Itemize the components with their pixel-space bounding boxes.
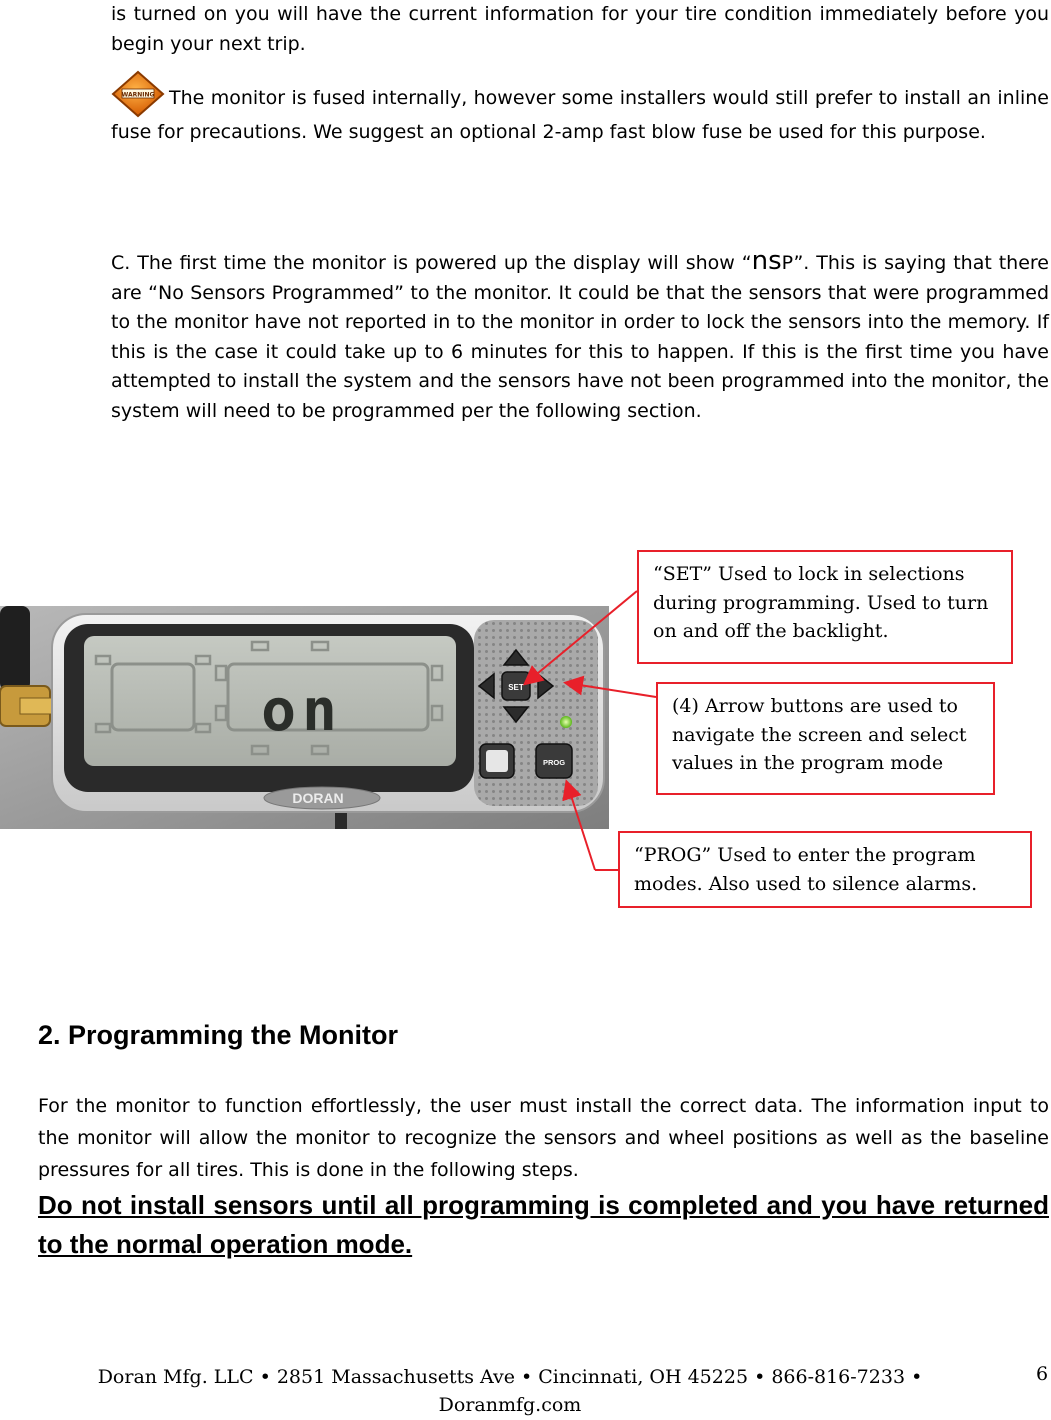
arrows-callout: (4) Arrow buttons are used to navigate the screen and select values in the program mode bbox=[656, 682, 995, 795]
install-warning: Do not install sensors until all programming is completed and you have returned to the normal operation mode. bbox=[38, 1190, 1049, 1259]
paragraph-c-rest: ”. This is saying that there are “No Sensors Programmed” to the monitor. It could be that the sensors that were programmed to the monitor have not reported in to the monitor in order to lock the sensors into the memory. If this is the case it could take up to 6 minutes for this to happen. If this is the first time you have attempted to install the system and the sensors have not been programmed into the monitor, the system will need to be programmed per the following section. bbox=[111, 252, 1049, 422]
prog-button-label: PROG bbox=[542, 758, 566, 767]
page-number: 6 bbox=[1036, 1363, 1049, 1385]
fuse-text: The monitor is fused internally, however some installers would still prefer to install an inline fuse for precautions. We suggest an optional 2-amp fast blow fuse be used for this purpose. bbox=[111, 87, 1049, 143]
monitor-photo bbox=[0, 606, 609, 829]
warning-icon-text: WARNING bbox=[121, 91, 155, 99]
status-led bbox=[560, 716, 572, 728]
monitor-illustration bbox=[0, 606, 609, 829]
paragraph-c-start: C. The first time the monitor is powered up the display will show “ bbox=[111, 252, 752, 274]
footer-address: Doran Mfg. LLC • 2851 Massachusetts Ave • Cincinnati, OH 45225 • 866-816-7233 • Doranmfg.com bbox=[97, 1366, 923, 1416]
set-button-label: SET bbox=[508, 683, 524, 692]
set-callout: “SET” Used to lock in selections during programming. Used to turn on and off the backlight. bbox=[637, 550, 1013, 664]
intro-paragraph: is turned on you will have the current information for your tire condition immediately before you begin your next trip. bbox=[111, 3, 1049, 55]
section-heading: 2. Programming the Monitor bbox=[38, 1020, 399, 1050]
programming-text: For the monitor to function effortlessly, the user must install the correct data. The information input to the monitor will allow the monitor to recognize the sensors and wheel positions as well as the baseline pressures for all tires. This is done in the following steps. bbox=[38, 1095, 1049, 1181]
warning-icon bbox=[111, 70, 165, 118]
antenna bbox=[0, 606, 30, 691]
paragraph-c bbox=[111, 247, 1049, 426]
prog-callout: “PROG” Used to enter the program modes. Also used to silence alarms. bbox=[618, 831, 1032, 908]
nsp-display-text: ns bbox=[751, 246, 782, 276]
programming-paragraph bbox=[38, 1090, 1049, 1264]
brand-logo: DORAN bbox=[292, 790, 344, 806]
nsp-display-p: P bbox=[781, 252, 794, 274]
fuse-paragraph bbox=[111, 70, 1049, 148]
lcd-display-text: on bbox=[261, 676, 343, 744]
